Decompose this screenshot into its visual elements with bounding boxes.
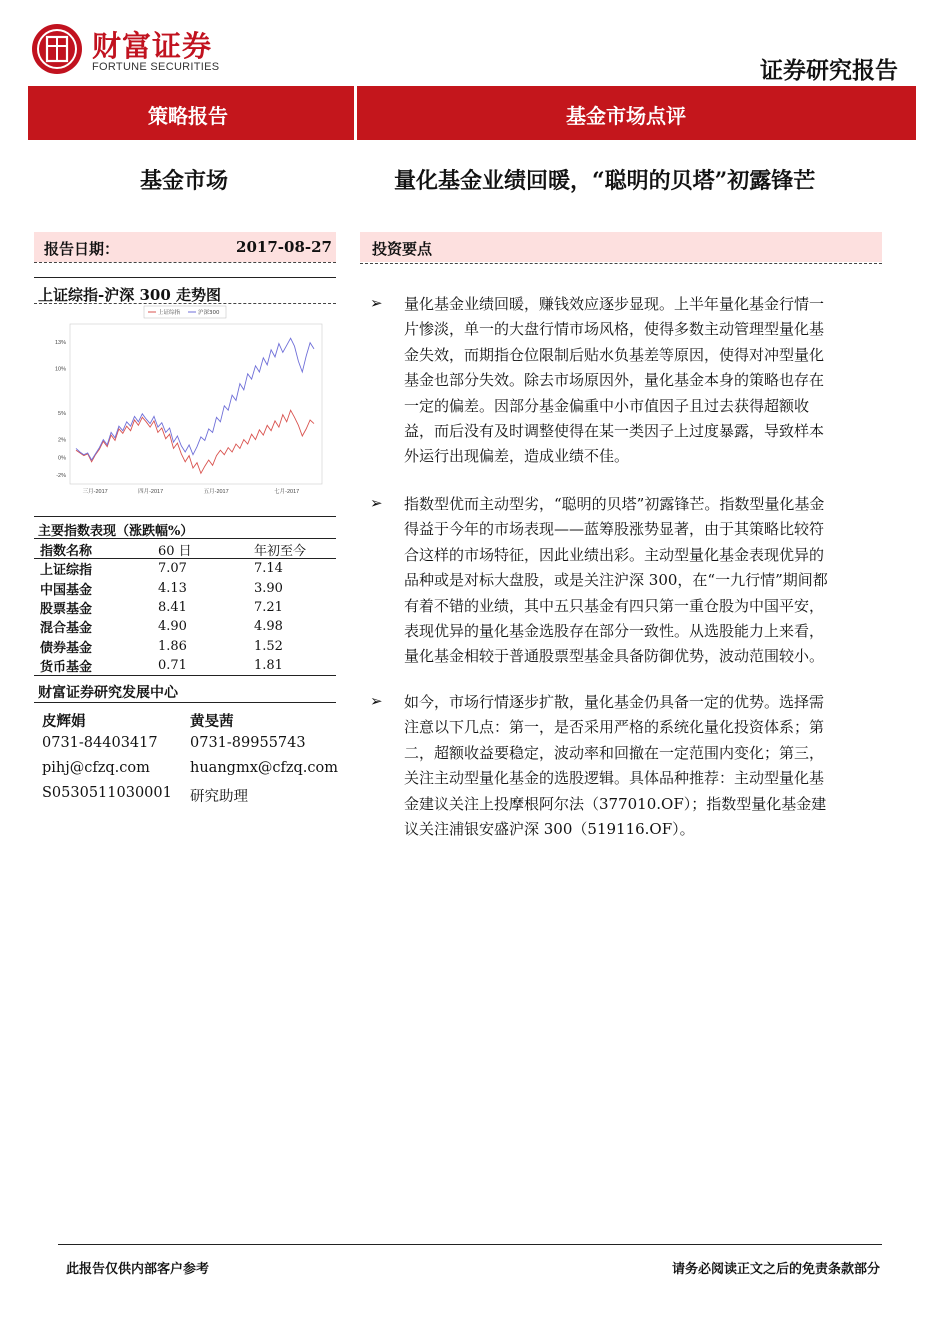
table-cell: 4.13 [158, 580, 187, 596]
table-header-cell: 60 日 [158, 544, 192, 560]
footer-disclaimer-note: 请务必阅读正文之后的免责条款部分 [671, 1262, 880, 1277]
key-points-header [360, 232, 882, 262]
plot-frame [70, 324, 322, 484]
table-cell: 4.90 [158, 619, 187, 635]
report-title: 量化基金业绩回暖，“聪明的贝塔”初露锋芒 [394, 168, 816, 194]
table-cell: 3.90 [254, 580, 283, 596]
paragraph-line: 一定的偏差。因部分基金偏重中小市值因子且过去获得超额收 [404, 396, 810, 415]
table-cell: 7.14 [254, 561, 283, 577]
x-tick-label: 五月-2017 [203, 489, 229, 495]
analyst-id: S0530511030001 [42, 785, 172, 801]
paragraph-line: 量化基金业绩回暖，赚钱效应逐步显现。上半年量化基金行情一 [404, 295, 825, 313]
paragraph-line: 片惨淡，单一的大盘行情市场风格，使得多数主动管理型量化基 [404, 320, 825, 339]
paragraph-line: 金失效，而期指仓位限制后贴水负基差等原因，使得对冲型量化 [404, 345, 825, 364]
paragraph-line: 有着不错的业绩，其中五只基金有四只第一重仓股为中国平安， [404, 596, 825, 615]
analyst-phone: 0731-89955743 [190, 735, 306, 751]
bullet-arrow-icon: ➢ [370, 294, 383, 312]
paragraph-line: 注意以下几点：第一，是否采用严格的系统化量化投资体系；第 [404, 718, 825, 737]
divider [360, 263, 882, 264]
research-center-title: 财富证券研究发展中心 [38, 685, 178, 701]
x-tick-label: 七月-2017 [274, 489, 300, 495]
key-point-paragraph [404, 292, 876, 470]
paragraph-line: 量化基金相较于普通股票型基金具备防御优势，波动范围较小。 [404, 647, 825, 666]
table-row [36, 598, 336, 617]
table-row [36, 617, 336, 636]
table-cell: 股票基金 [40, 602, 93, 618]
bullet-arrow-icon: ➢ [370, 692, 383, 710]
table-cell: 1.86 [158, 638, 187, 654]
divider [34, 538, 336, 539]
index-trend-chart [34, 302, 336, 512]
analyst-phone: 0731-84403417 [42, 735, 158, 751]
category-right: 基金市场点评 [566, 104, 686, 128]
paragraph-line: 益，而后没有及时调整使得在某一类因子上过度暴露，导致样本 [404, 422, 825, 441]
table-cell: 0.71 [158, 657, 187, 673]
paragraph-line: 指数型优而主动型劣，“聪明的贝塔”初露锋芒。指数型量化基金 [404, 495, 825, 513]
report-date-row [34, 232, 336, 262]
table-cell: 债券基金 [40, 640, 93, 656]
divider [34, 558, 336, 559]
paragraph-line: 二，超额收益要稳定，波动率和回撤在一定范围内变化；第三， [404, 743, 825, 762]
series-line [76, 410, 314, 473]
divider [34, 277, 336, 278]
table-row [36, 559, 336, 578]
paragraph-line: 品种或是对标大盘股，或是关注沪深 300，在“一九行情”期间都 [404, 571, 828, 590]
analyst-email[interactable]: pihj@cfzq.com [42, 760, 150, 776]
key-points-label: 投资要点 [372, 240, 433, 258]
document-type: 证券研究报告 [760, 57, 898, 84]
table-cell: 1.81 [254, 657, 283, 673]
chart-title: 上证综指-沪深 300 走势图 [38, 286, 221, 304]
paragraph-line: 金建议关注上投摩根阿尔法（377010.OF）；指数型量化基金建 [404, 794, 827, 813]
table-cell: 混合基金 [40, 621, 93, 637]
table-cell: 4.98 [254, 619, 283, 635]
analyst-id: 研究助理 [190, 789, 248, 805]
series-line [76, 338, 314, 460]
table-row [36, 579, 336, 598]
footer-left-note: 此报告仅供内部客户参考 [66, 1262, 210, 1277]
analyst-name: 皮辉娟 [42, 713, 86, 730]
y-tick-label: 5% [58, 410, 66, 417]
y-tick-label: -2% [56, 473, 66, 480]
report-date-label: 报告日期： [44, 240, 120, 258]
y-tick-label: 0% [58, 455, 66, 462]
paragraph-line: 合这样的市场特征，因此业绩出彩。主动型量化基金表现优异的 [404, 545, 825, 564]
paragraph-line: 关注主动型量化基金的选股逻辑。具体品种推荐：主动型量化基 [404, 769, 825, 788]
brand-name-cn: 财富证券 [92, 29, 213, 63]
report-date-value: 2017-08-27 [236, 238, 332, 256]
table-row [36, 636, 336, 655]
table-header-cell: 指数名称 [40, 544, 93, 560]
analyst-email[interactable]: huangmx@cfzq.com [190, 760, 338, 776]
subject-label: 基金市场 [140, 168, 229, 194]
key-point-paragraph [404, 492, 876, 670]
paragraph-line: 外运行出现偏差，造成业绩不佳。 [404, 447, 630, 466]
paragraph-line: 基金也部分失效。除去市场原因外，量化基金本身的策略也存在 [404, 371, 825, 390]
y-tick-label: 13% [54, 339, 66, 346]
legend-label: 沪深300 [198, 310, 220, 316]
table-cell: 中国基金 [40, 582, 93, 598]
key-point-paragraph [404, 690, 876, 842]
table-cell: 1.52 [254, 638, 283, 654]
legend-label: 上证综指 [158, 310, 181, 316]
table-cell: 7.07 [158, 561, 187, 577]
paragraph-line: 议关注浦银安盛沪深 300（519116.OF）。 [404, 820, 695, 839]
table-header-row [36, 540, 336, 559]
x-tick-label: 四月-2017 [138, 489, 164, 495]
perf-table-title: 主要指数表现（涨跌幅%） [38, 524, 194, 539]
index-performance-table [36, 540, 336, 675]
category-bar [28, 86, 916, 140]
divider [34, 262, 336, 263]
table-row [36, 656, 336, 675]
category-left: 策略报告 [148, 104, 228, 128]
paragraph-line: 表现优异的量化基金选股存在部分一致性。从选股能力上来看， [404, 622, 825, 641]
bullet-arrow-icon: ➢ [370, 494, 383, 512]
table-cell: 货币基金 [40, 659, 93, 675]
fortune-logo-icon [30, 22, 84, 76]
paragraph-line: 得益于今年的市场表现——蓝筹股涨势显著，由于其策略比较符 [404, 520, 825, 539]
y-tick-label: 10% [54, 366, 66, 373]
brand-name-en: FORTUNE SECURITIES [92, 61, 220, 73]
table-cell: 上证综指 [40, 563, 93, 579]
y-tick-label: 2% [58, 437, 66, 444]
analyst-name: 黄旻茜 [190, 713, 234, 730]
footer-divider [58, 1244, 882, 1245]
table-cell: 7.21 [254, 600, 283, 616]
table-header-cell: 年初至今 [254, 544, 307, 560]
table-cell: 8.41 [158, 600, 187, 616]
divider [34, 702, 336, 703]
paragraph-line: 如今，市场行情逐步扩散，量化基金仍具备一定的优势。选择需 [404, 693, 825, 711]
x-tick-label: 三月-2017 [82, 489, 108, 495]
divider [34, 675, 336, 676]
divider [34, 516, 336, 517]
